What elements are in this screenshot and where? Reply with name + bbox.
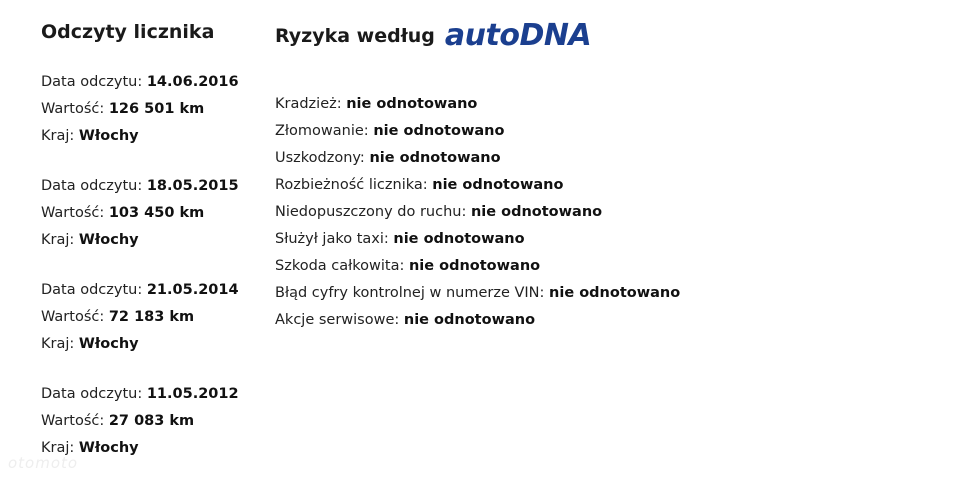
odometer-reading [41, 69, 261, 150]
risk-item: Szkoda całkowita: nie odnotowano [275, 258, 541, 274]
risk-item: Uszkodzony: nie odnotowano [275, 150, 501, 166]
risk-item: Niedopuszczony do ruchu: nie odnotowano [275, 204, 603, 220]
reading-value: Wartość: 27 083 km [41, 413, 195, 429]
reading-country: Kraj: Włochy [41, 232, 139, 248]
risk-item: Błąd cyfry kontrolnej w numerze VIN: nie odnotowano [275, 285, 681, 301]
reading-country: Kraj: Włochy [41, 336, 139, 352]
autodna-logo: autoDNA [444, 18, 592, 53]
risks-list [275, 91, 875, 334]
reading-country: Kraj: Włochy [41, 128, 139, 144]
odometer-reading [41, 277, 261, 358]
risks-section [275, 17, 875, 334]
readings-list [41, 69, 261, 462]
risk-item: Kradzież: nie odnotowano [275, 96, 478, 112]
odometer-section [41, 17, 261, 485]
reading-value: Wartość: 72 183 km [41, 309, 195, 325]
risk-item: Złomowanie: nie odnotowano [275, 123, 505, 139]
odometer-heading: Odczyty licznika [41, 21, 215, 43]
odometer-reading [41, 381, 261, 462]
risk-item: Służył jako taxi: nie odnotowano [275, 231, 525, 247]
reading-date: Data odczytu: 14.06.2016 [41, 74, 239, 90]
reading-value: Wartość: 103 450 km [41, 205, 205, 221]
reading-date: Data odczytu: 18.05.2015 [41, 178, 239, 194]
watermark: otomoto [8, 454, 79, 472]
reading-country: Kraj: Włochy [41, 440, 139, 456]
odometer-reading [41, 173, 261, 254]
reading-date: Data odczytu: 11.05.2012 [41, 386, 239, 402]
risks-header [275, 17, 875, 55]
reading-value: Wartość: 126 501 km [41, 101, 205, 117]
reading-date: Data odczytu: 21.05.2014 [41, 282, 239, 298]
risk-item: Rozbieżność licznika: nie odnotowano [275, 177, 564, 193]
risks-heading: Ryzyka według [275, 25, 435, 47]
risk-item: Akcje serwisowe: nie odnotowano [275, 312, 536, 328]
